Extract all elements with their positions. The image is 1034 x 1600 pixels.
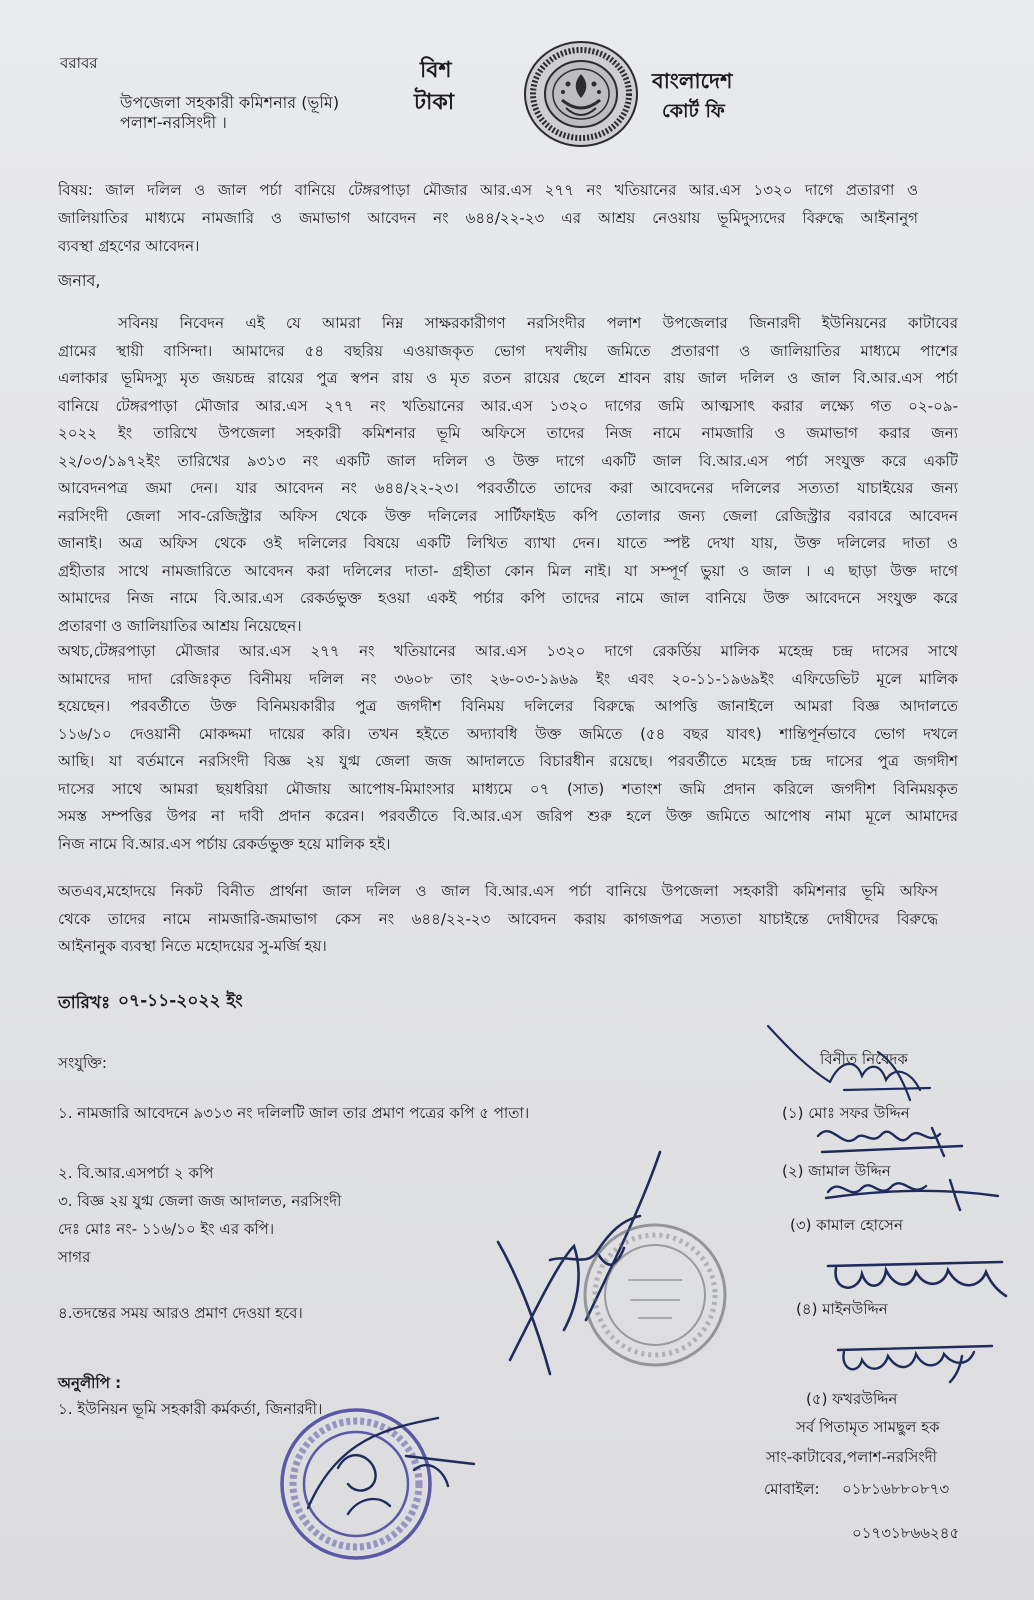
- body-line: আমাদের দাদা রেজিঃকৃত বিনীময় দলিল নং ৩৬০৮ তাং ২৬-০৩-১৯৬৯ ইং এবং ২০-১১-১৯৬৯ইং এফিডেভিট মূলে মালিক: [58, 669, 958, 688]
- signature-5: [832, 1336, 1002, 1386]
- body-paragraph-1: [58, 310, 958, 640]
- stamp-amount-line1: বিশ: [420, 58, 452, 83]
- attachment-item-1: ১. নামজারি আবেদনে ৯৩১৩ নং দলিলটি জাল তার প্রমাণ পত্রের কপি ৫ পাতা।: [58, 1104, 530, 1122]
- body-line: অতএব,মহোদয়ে নিকট বিনীত প্রার্থনা জাল দলিল ও জাল বি.আর.এস পর্চা বানিয়ে উপজেলা সহকারী কমিশনার ভূমি অফিস: [58, 882, 938, 900]
- body-line: সমস্ত সম্পত্তির উপর না দাবী প্রদান করেন। পরবর্তীতে বি.আর.এস জরিপ শুরু হলে উক্ত জমিতে আপোষ নামা মূলে আমাদের: [58, 807, 958, 825]
- signatory-name: (১) মোঃ সফর উদ্দিন: [782, 1104, 910, 1122]
- body-line: ১১৬/১০ দেওয়ানী মোকদ্দমা দায়ের করি। তখন হইতে অদ্যাবধি উক্ত জমিতে (৫৪ বছর যাবৎ) শান্তিপূর্নভাবে ভোগ দখলে: [58, 724, 958, 743]
- body-line: আছি। যা বর্তমানে নরসিংদী বিজ্ঞ ২য় যুগ্ম জেলা জজ আদালতে বিচারধীন রয়েছে। পরবর্তীতে মহেন্দ্র চন্দ্র দাসের পুত্র জগদীশ: [58, 752, 958, 770]
- subject-block: [58, 176, 918, 260]
- body-line: জানাই। অত্র অফিস থেকে ওই দলিলের বিষয়ে একটি লিখিত ব্যাখা দেন। যাতে স্পষ্ট দেখা যায়, উক্ত দলিলের দাতা ও: [58, 534, 958, 552]
- body-line: বানিয়ে টেঙ্গরপাড়া মৌজার আর.এস ২৭৭ নং খতিয়ানের আর.এস ১৩২০ দাগের জমি আত্মসাৎ করার লক্ষ্যে গত ০২-০৯-: [58, 396, 958, 415]
- signatories-father: সর্ব পিতামৃত সামছুল হক: [796, 1418, 940, 1436]
- union-land-office-stamp-icon: [278, 1398, 488, 1568]
- body-line: আইনানুক ব্যবস্থা নিতে মহোদয়ের সু-মর্জি হয়।: [58, 937, 327, 955]
- to-label: বরাবর: [60, 54, 98, 72]
- signatories-address: সাং-কাটাবের,পলাশ-নরসিংদী: [766, 1448, 937, 1466]
- stamp-country-line2: কোর্ট ফি: [662, 100, 725, 122]
- salutation: জনাব,: [58, 271, 101, 290]
- body-line: এলাকার ভূমিদস্যু মৃত জয়চন্দ্র রায়ের পুত্র স্বপন রায় ও মৃত রতন রায়ের ছেলে শ্রাবন রায় জাল দলিল ও জাল বি.আর.এস পর্চা: [58, 369, 958, 387]
- attachment-item-4: ৪.তদন্তের সময় আরও প্রমাণ দেওয়া হবে।: [58, 1304, 303, 1322]
- subject-line: জালিয়াতির মাধ্যমে নামজারি ও জমাভাগ আবেদন নং ৬৪৪/২২-২৩ এর আশ্রয় নেওয়ায় ভূমিদুস্যদের বিরুদ্ধে আইনানুগ: [58, 209, 918, 227]
- subject-line: ব্যবস্থা গ্রহণের আবেদন।: [58, 237, 200, 255]
- body-line: অথচ,টেঙ্গরপাড়া মৌজার আর.এস ২৭৭ নং খতিয়ানের আর.এস ১৩২০ দাগে রেকর্ডিয় মালিক মহেন্দ্র চন্দ্র দাসের সাথে: [58, 642, 958, 660]
- body-paragraph-3: [58, 878, 938, 961]
- body-line: আবেদনপত্র জমা দেন। যার আবেদন নং ৬৪৪/২২-২৩। পরবর্তীতে তাদের করা আবেদনের দলিলের সত্যতা যাচাইয়ের জন্য: [58, 479, 958, 497]
- mobile-number-1: ০১৮১৬৮৮০৮৭৩: [842, 1480, 950, 1498]
- attachment-item-3-note: সাগর: [58, 1248, 91, 1266]
- attachments-label: সংযুক্তি:: [58, 1054, 107, 1072]
- body-paragraph-2: [58, 638, 958, 858]
- recipient-line1: উপজেলা সহকারী কমিশনার (ভূমি): [120, 93, 340, 112]
- court-fee-emblem-icon: [522, 40, 640, 148]
- body-line: গ্রামের স্থায়ী বাসিন্দা। আমাদের ৫৪ বছরিয় এওয়াজকৃত ভোগ দখলীয় জমিতে প্রতারণা ও জালিয়াতির মাধ্যমে পাশের: [58, 341, 958, 360]
- date-label: তারিখঃ: [58, 993, 111, 1013]
- mobile-number-2: ০১৭৩১৮৬৬২৪৫: [852, 1524, 960, 1542]
- body-line: দাসের সাথে আমরা ছয়ধরিয়া মৌজায় আপোষ-মিমাংসার মাধ্যমে ০৭ (সাত) শতাংশ জমি প্রদান করিলে জগদীশ বিনিময়কৃত: [58, 779, 958, 798]
- body-line: ২০২২ ইং তারিখে উপজেলা সহকারী কমিশনার ভূমি অফিসে তাদের নিজ নামে নামজারি ও জমাভাগ করার জন্য: [58, 424, 958, 442]
- subject-line: বিষয়: জাল দলিল ও জাল পর্চা বানিয়ে টেঙ্গরপাড়া মৌজার আর.এস ২৭৭ নং খতিয়ানের আর.এস ১৩২০ দাগে প্রতারণা ও: [58, 181, 918, 199]
- signature-3: [822, 1170, 1002, 1216]
- signature-2: [812, 1116, 972, 1166]
- signatory-name: (৪) মাইনউদ্দিন: [796, 1300, 888, 1318]
- mobile-label: মোবাইল:: [764, 1480, 820, 1498]
- body-line: নিজ নামে বি.আর.এস পর্চায় রেকর্ডভুক্ত হয়ে মালিক হই।: [58, 834, 391, 853]
- date-value: ০৭-১১-২০২২ ইং: [118, 991, 243, 1011]
- body-line: হয়েছেন। পরবর্তীতে উক্ত বিনিময়কারীর পুত্র জগদীশ বিনিময় দলিলের বিরুদ্ধে আপত্তি জানাইলে আমরা বিজ্ঞ আদালতে: [58, 697, 958, 715]
- body-line: থেকে তাদের নামে নামজারি-জমাভাগ কেস নং ৬৪৪/২২-২৩ আবেদন করায় কাগজপত্র সত্যতা যাচাইন্তে দোষীদের বিরুদ্ধে: [58, 909, 938, 928]
- attachment-item-3-detail: দেঃ মোঃ নং- ১১৬/১০ ইং এর কপি।: [58, 1220, 275, 1238]
- body-line: সবিনয় নিবেদন এই যে আমরা নিম্ন সাক্ষরকারীগণ নরসিংদীর পলাশ উপজেলার জিনারদী ইউনিয়নের কাটাবের: [118, 314, 958, 332]
- closing-phrase: বিনীত নিবেদক: [820, 1050, 908, 1068]
- signature-1: [760, 1020, 960, 1110]
- body-line: আমাদের নিজ নামে বি.আর.এস রেকর্ডভুক্ত হওয়া একই পর্চার কপি তাদের নামে জাল বানিয়ে উক্ত আবেদনে সংযুক্ত করে: [58, 589, 958, 607]
- signatory-name: (২) জামাল উদ্দিন: [782, 1162, 891, 1180]
- body-line: নরসিংদী জেলা সাব-রেজিস্ট্রার অফিস থেকে উক্ত দলিলের সার্টিফাইড কপি তোলার জন্য জেলা রেজিস্ট্রার বরাবরে আবেদন: [58, 506, 958, 525]
- body-line: গ্রহীতার সাথে নামজারিতে আবেদন করা দলিলের দাতা- গ্রহীতা কোন মিল নাই। যা সম্পূর্ণ ভুয়া ও জাল । এ ছাড়া উক্ত দাগে: [58, 561, 958, 580]
- attachment-item-3: ৩. বিজ্ঞ ২য় যুগ্ম জেলা জজ আদালত, নরসিংদী: [58, 1192, 342, 1210]
- copy-to-label: অনুলীপি :: [58, 1374, 122, 1392]
- signatory-name: (৫) ফখরউদ্দিন: [806, 1390, 898, 1408]
- attachment-item-2: ২. বি.আর.এসপর্চা ২ কপি: [58, 1164, 214, 1182]
- body-line: প্রতারণা ও জালিয়াতির আশ্রয় নিয়েছেন।: [58, 616, 302, 635]
- stamp-amount-line2: টাকা: [414, 90, 455, 115]
- office-seal-icon: [580, 1220, 730, 1370]
- stamp-country-line1: বাংলাদেশ: [652, 69, 733, 93]
- recipient-line2: পলাশ-নরসিংদী ।: [120, 113, 227, 132]
- body-line: ২২/০৩/১৯৭২ইং তারিখের ৯৩১৩ নং একটি জাল দলিল ও উক্ত দাগে একটি জাল বি.আর.এস পর্চা সংযুক্ত করে একটি: [58, 451, 958, 470]
- signature-4: [822, 1252, 1012, 1302]
- copy-to-item-1: ১. ইউনিয়ন ভূমি সহকারী কর্মকর্তা, জিনারদী।: [58, 1400, 323, 1418]
- signatory-name: (৩) কামাল হোসেন: [790, 1216, 903, 1234]
